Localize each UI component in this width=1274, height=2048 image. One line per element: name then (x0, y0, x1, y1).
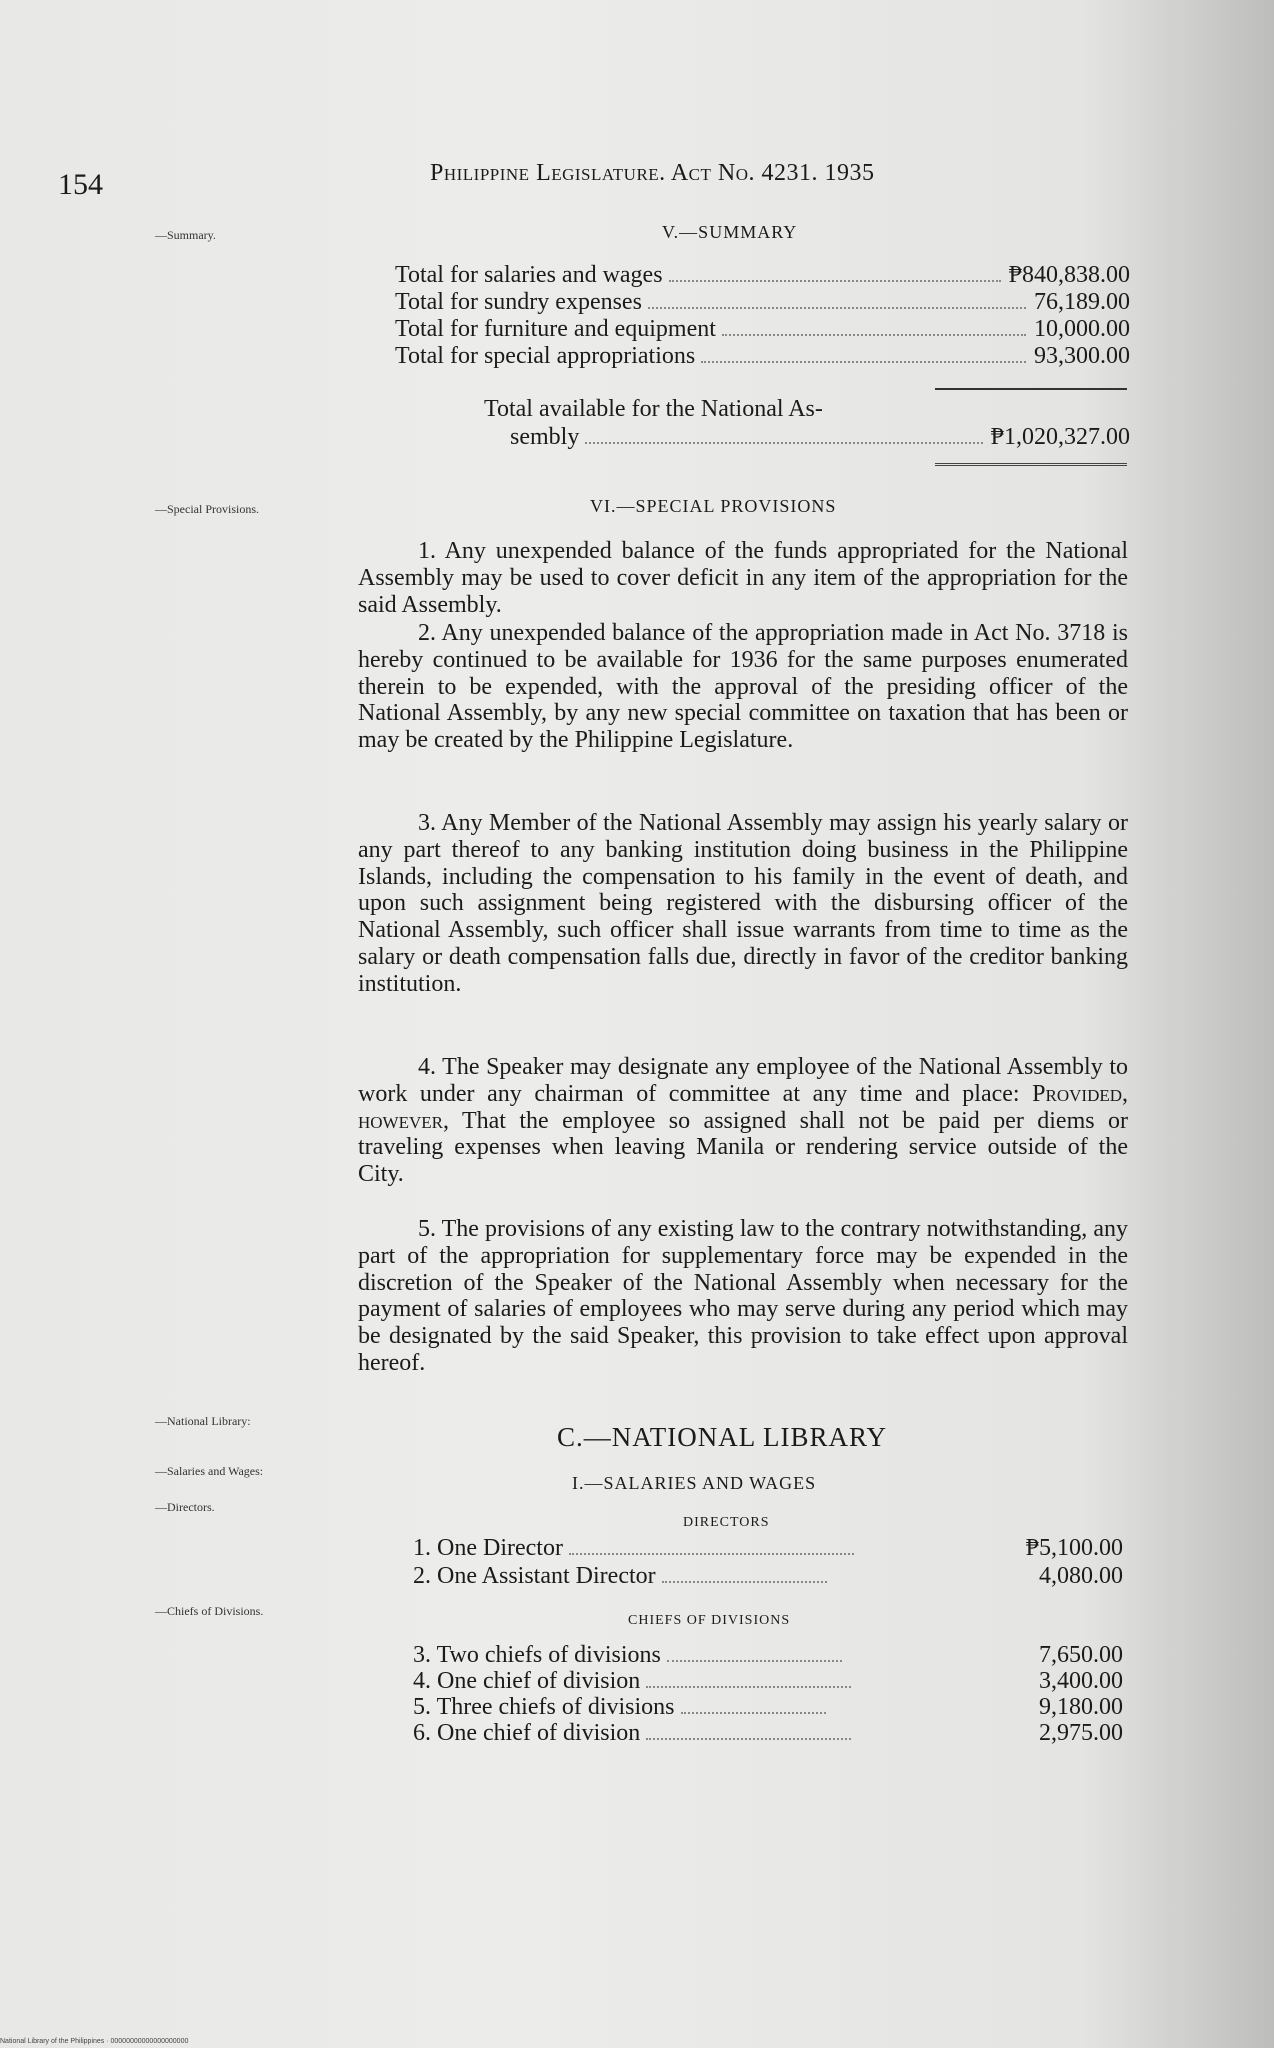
summary-total-label-line1: Total available for the National As- (484, 396, 823, 422)
page-number: 154 (58, 168, 103, 201)
salary-row-label: 1. One Director (413, 1535, 563, 1561)
directors-heading: DIRECTORS (683, 1515, 770, 1530)
summary-row-label: Total for furniture and equipment (395, 316, 716, 342)
summary-row-label: Total for special appropriations (395, 343, 696, 369)
summary-total-label-line2: sembly (510, 424, 580, 450)
salary-row-amount: 2,975.00 (1039, 1720, 1123, 1746)
salary-row-amount: 9,180.00 (1039, 1694, 1123, 1720)
margin-note-directors: —Directors. (155, 1500, 215, 1514)
salary-row-amount: 7,650.00 (1039, 1642, 1123, 1668)
running-head: Philippine Legislature. Act No. 4231. 1935 (430, 160, 875, 186)
subtotal-rule (935, 388, 1127, 390)
salary-row-label: 2. One Assistant Director (413, 1563, 656, 1589)
margin-note-chiefs-of-divisions: —Chiefs of Divisions. (155, 1604, 264, 1618)
margin-note-summary: —Summary. (155, 228, 216, 242)
summary-heading: V.—SUMMARY (662, 222, 798, 242)
provision-paragraph-5: 5. The provisions of any existing law to the contrary notwithstanding, any part of the appropriation for supplementary force may be expended in the discretion of the Speaker of the National Assembly when necessary for the payment of salaries of employees who may serve during any period which may be designated by the said Speaker, this provision to take effect upon approval hereof. (358, 1216, 1128, 1376)
salary-row (413, 1642, 1123, 1669)
salary-row-amount: 3,400.00 (1039, 1668, 1123, 1694)
salary-row (413, 1668, 1123, 1695)
salary-row-amount: 4,080.00 (1039, 1563, 1123, 1589)
margin-note-salaries-wages: —Salaries and Wages: (155, 1464, 264, 1478)
salary-row (413, 1720, 1123, 1747)
margin-note-special-provisions: —Special Provisions. (155, 502, 259, 516)
leader-dots (669, 280, 1001, 282)
provision-4-text-b: That the employee so assigned shall not be paid per diems or traveling expenses when leaving Manila or rendering service outside of the City. (358, 1107, 1128, 1188)
summary-total-amount: ₱1,020,327.00 (990, 424, 1130, 450)
leader-dots (646, 1686, 851, 1688)
salary-row-amount: ₱5,100.00 (1025, 1535, 1123, 1561)
leader-dots (681, 1712, 826, 1714)
special-provisions-heading: VI.—SPECIAL PROVISIONS (590, 496, 837, 516)
leader-dots (701, 361, 1026, 363)
provision-paragraph-2: 2. Any unexpended balance of the appropriation made in Act No. 3718 is hereby continued to be available for 1936 for the same purposes enumerated therein to be expended, with the approval of the presiding officer of the National Assembly, by any new special committee on taxation that has been or may be created by the Philippine Legislature. (358, 620, 1128, 754)
summary-row (395, 289, 1130, 316)
leader-dots (722, 334, 1026, 336)
salary-row-label: 6. One chief of division (413, 1720, 641, 1746)
national-library-heading: C.—NATIONAL LIBRARY (557, 1422, 888, 1452)
scan-footer: National Library of the Philippines · 00000000000000000000 (0, 2038, 189, 2045)
salary-row-label: 3. Two chiefs of divisions (413, 1642, 661, 1668)
summary-row (395, 343, 1130, 370)
provision-paragraph-3: 3. Any Member of the National Assembly may assign his yearly salary or any part thereof to any banking institution doing business in the Philippine Islands, including the compensation to his family in the event of death, and upon such assignment being registered with the disbursing officer of the National Assembly, such officer shall issue warrants from time to time as the salary or death compensation falls due, directly in favor of the creditor banking institution. (358, 810, 1128, 997)
leader-dots (569, 1553, 854, 1555)
summary-total-row (510, 424, 1130, 451)
salary-row (413, 1535, 1123, 1562)
leader-dots (648, 307, 1026, 309)
summary-row (395, 316, 1130, 343)
salaries-wages-heading: I.—SALARIES AND WAGES (572, 1473, 817, 1493)
salary-row-label: 4. One chief of division (413, 1668, 641, 1694)
summary-row-amount: 76,189.00 (1034, 289, 1130, 315)
margin-note-national-library: —National Library: (155, 1414, 251, 1428)
provision-paragraph-1: 1. Any unexpended balance of the funds appropriated for the National Assembly may be used to cover deficit in any item of the appropriation for the said Assembly. (358, 538, 1128, 618)
summary-row-amount: 10,000.00 (1034, 316, 1130, 342)
leader-dots (667, 1660, 842, 1662)
provision-4-provided: Provided, however, (358, 1080, 1129, 1134)
summary-row (395, 262, 1130, 289)
summary-row-amount: 93,300.00 (1034, 343, 1130, 369)
salary-row (413, 1563, 1123, 1590)
leader-dots (585, 442, 982, 444)
leader-dots (662, 1581, 827, 1583)
summary-row-amount: ₱840,838.00 (1008, 262, 1130, 288)
provision-paragraph-4 (358, 1054, 1128, 1188)
summary-row-label: Total for salaries and wages (395, 262, 663, 288)
total-double-rule (935, 463, 1127, 466)
summary-row-label: Total for sundry expenses (395, 289, 642, 315)
provision-4-text-a: 4. The Speaker may designate any employee of the National Assembly to work under any chairman of committee at any time and place: (358, 1054, 1128, 1107)
leader-dots (646, 1738, 851, 1740)
chiefs-of-divisions-heading: CHIEFS OF DIVISIONS (628, 1613, 791, 1628)
salary-row (413, 1694, 1123, 1721)
salary-row-label: 5. Three chiefs of divisions (413, 1694, 675, 1720)
